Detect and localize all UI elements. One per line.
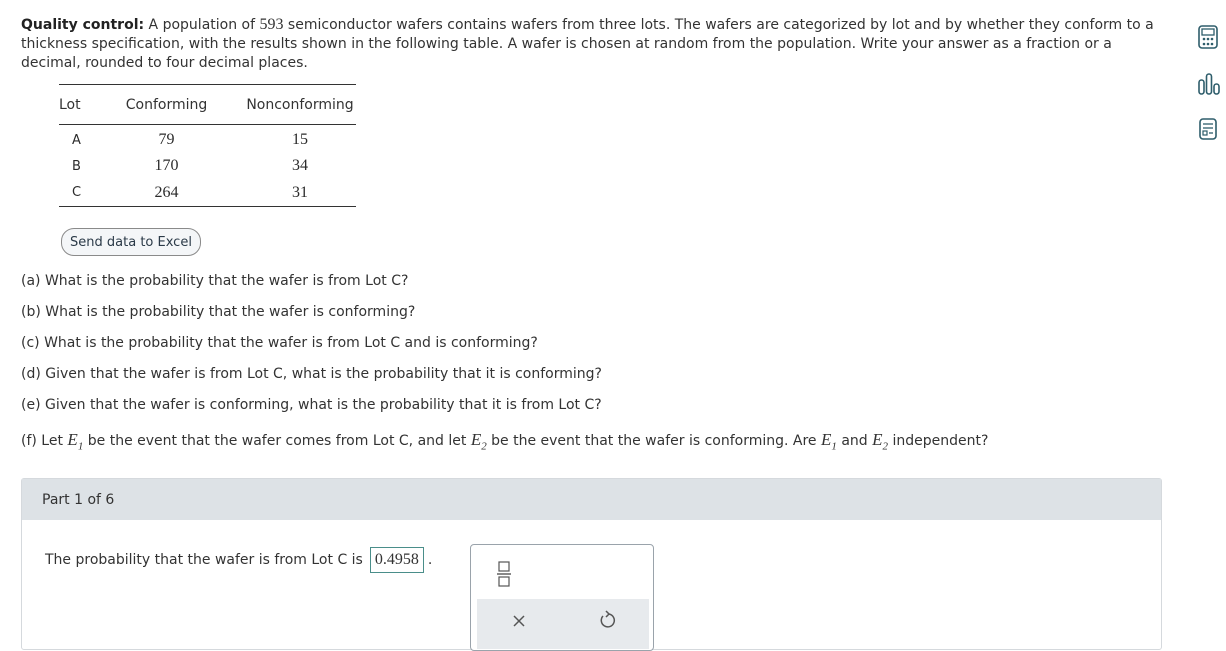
question-a: (a) What is the probability that the wafer is from Lot C? xyxy=(21,273,409,289)
question-f-text-5: independent? xyxy=(888,433,989,449)
event-e2: $E_2$ xyxy=(872,430,889,453)
problem-statement xyxy=(21,15,1161,73)
answer-suffix: . xyxy=(427,552,433,568)
cell-lot: B xyxy=(72,158,81,174)
table-row xyxy=(59,179,356,207)
header-lot: Lot xyxy=(59,85,89,125)
event-e2: $E_2$ xyxy=(470,430,487,453)
problem-title: Quality control: xyxy=(21,17,145,33)
question-f-text-3: be the event that the wafer is conforming. Are xyxy=(486,433,821,449)
population-number: 593 xyxy=(259,16,284,33)
answer-prefix: The probability that the wafer is from Lot C is xyxy=(45,552,363,568)
table-row xyxy=(59,125,356,154)
part-label: Part 1 of 6 xyxy=(42,491,115,508)
part-panel xyxy=(21,478,1162,650)
cell-conforming: 264 xyxy=(89,179,244,207)
event-e1: $E_1$ xyxy=(821,430,837,453)
cell-lot: A xyxy=(72,132,81,148)
math-keypad xyxy=(470,544,654,651)
header-nonconforming: Nonconforming xyxy=(244,85,356,125)
fraction-icon[interactable] xyxy=(491,558,517,588)
bar-chart-icon[interactable] xyxy=(1197,72,1219,94)
question-b: (b) What is the probability that the wafer is conforming? xyxy=(21,304,416,320)
question-f-text-4: and xyxy=(836,433,873,449)
cell-conforming: 79 xyxy=(158,131,175,148)
data-table xyxy=(59,84,356,207)
question-f xyxy=(21,430,988,452)
keypad-actions xyxy=(477,599,649,649)
event-e1: $E_1$ xyxy=(67,430,84,453)
problem-text-1: A population of xyxy=(144,17,260,33)
undo-icon[interactable] xyxy=(597,609,617,635)
cell-lot: C xyxy=(59,179,89,207)
problem-text-2: semiconductor wafers contains wafers from three lots. The wafers are categorized by lot and by whether they conform to a thickness specification, with the results shown in the following table. A wafer is chosen at random from the population. Write your answer as a fraction or a decimal, rounded to four decimal places. xyxy=(21,17,1154,71)
calculator-icon[interactable] xyxy=(1197,25,1219,47)
send-to-excel-button[interactable]: Send data to Excel xyxy=(61,228,201,256)
data-sheet-icon[interactable] xyxy=(1197,118,1219,140)
question-e: (e) Given that the wafer is conforming, what is the probability that it is from Lot C? xyxy=(21,397,602,413)
question-c: (c) What is the probability that the wafer is from Lot C and is conforming? xyxy=(21,335,538,351)
cell-nonconforming: 15 xyxy=(292,131,308,148)
cell-nonconforming: 31 xyxy=(244,179,356,207)
cell-nonconforming: 34 xyxy=(292,157,308,174)
answer-line xyxy=(45,547,432,573)
clear-icon[interactable] xyxy=(511,609,527,635)
table-row xyxy=(59,153,356,179)
answer-input[interactable]: 0.4958 xyxy=(370,547,424,573)
table-header-row xyxy=(59,85,356,125)
part-header xyxy=(22,479,1161,520)
question-f-text-2: be the event that the wafer comes from Lot C, and let xyxy=(83,433,471,449)
question-f-text-1: (f) Let xyxy=(21,433,68,449)
cell-conforming: 170 xyxy=(154,157,179,174)
header-conforming: Conforming xyxy=(89,85,244,125)
question-d: (d) Given that the wafer is from Lot C, what is the probability that it is conforming? xyxy=(21,366,602,382)
